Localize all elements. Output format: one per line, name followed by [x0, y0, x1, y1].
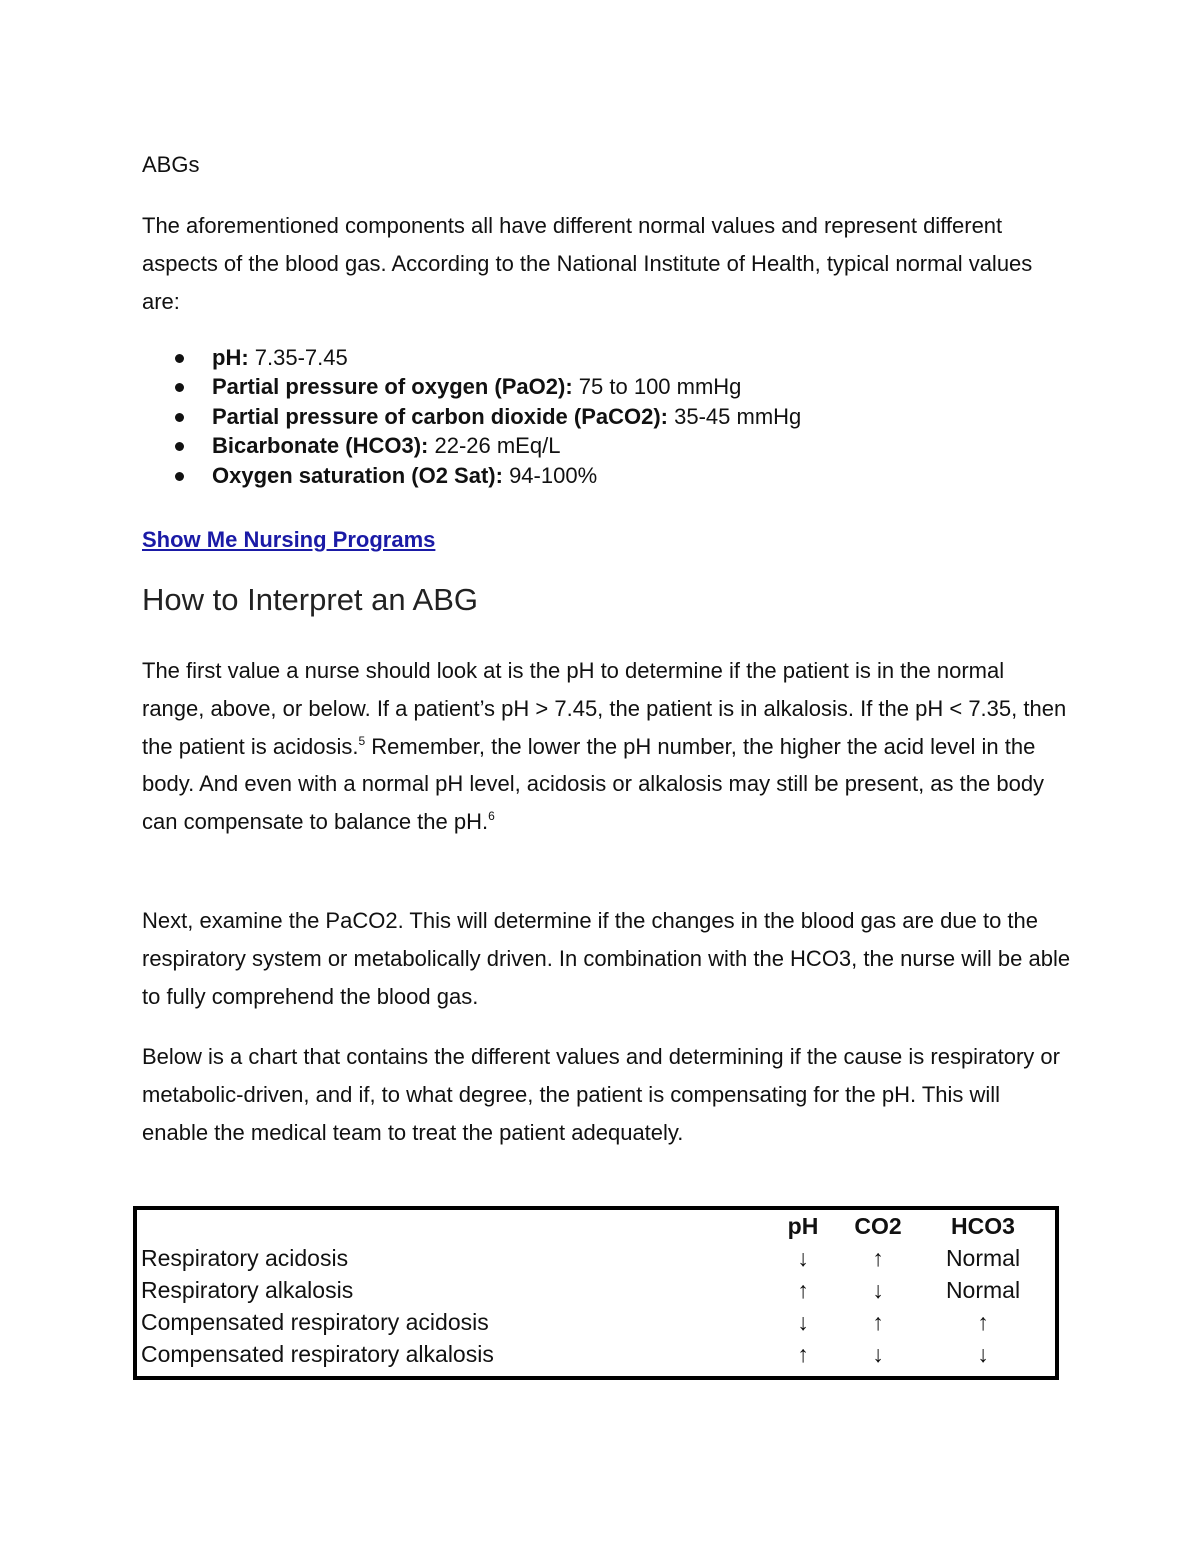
- value-name: Partial pressure of carbon dioxide (PaCO2):: [212, 403, 669, 429]
- value-name: Bicarbonate (HCO3):: [212, 433, 429, 459]
- value-range: 94-100%: [502, 462, 598, 488]
- reference-5: 5: [358, 733, 366, 748]
- table-row: [137, 1306, 1055, 1338]
- document-label: ABGs: [142, 152, 200, 177]
- ph-cell: ↓: [797, 1309, 809, 1335]
- ph-cell: ↑: [797, 1341, 809, 1367]
- abg-table-frame: [133, 1206, 1059, 1380]
- hco3-cell: Normal: [945, 1277, 1021, 1303]
- bullet-icon: [175, 472, 184, 481]
- bullet-icon: [175, 383, 184, 392]
- bullet-icon: [175, 413, 184, 422]
- table-row: [137, 1338, 1055, 1370]
- bullet-icon: [175, 442, 184, 451]
- list-item: [142, 431, 801, 460]
- intro-paragraph: The aforementioned components all have different normal values and represent different aspects of the blood gas. According to the National Institute of Health, typical normal values are:: [142, 213, 1033, 314]
- show-nursing-programs-link[interactable]: Show Me Nursing Programs: [142, 527, 436, 552]
- value-name: Partial pressure of oxygen (PaO2):: [212, 374, 573, 400]
- header-hco3: HCO3: [951, 1213, 1015, 1239]
- list-item: [142, 402, 801, 431]
- ph-paragraph-text-2: Remember, the lower the pH number, the higher the acid level in the body. And even with a normal pH level, acidosis or alkalosis may still be present, as the body can compensate to balance the pH.: [142, 733, 1045, 835]
- ph-paragraph-text-1: The first value a nurse should look at is the pH to determine if the patient is in the normal range, above, or below. If a patient’s pH > 7.45, the patient is in alkalosis. If the pH < 7.35, then the patient is acidosis.: [142, 658, 1067, 759]
- normal-values-list: [142, 343, 801, 490]
- condition-cell: Respiratory acidosis: [141, 1245, 349, 1271]
- header-blank: [137, 1210, 761, 1242]
- hco3-cell: Normal: [945, 1245, 1021, 1271]
- paco2-paragraph: Next, examine the PaCO2. This will determine if the changes in the blood gas are due to the respiratory system or metabolically driven. In combination with the HCO3, the nurse will be able to fully comprehend the blood gas.: [142, 908, 1071, 1009]
- abg-table: [137, 1210, 1055, 1370]
- bullet-icon: [175, 354, 184, 363]
- table-row: [137, 1274, 1055, 1306]
- value-name: pH:: [212, 345, 249, 370]
- co2-cell: ↑: [872, 1245, 884, 1271]
- ph-cell: ↑: [797, 1277, 809, 1303]
- list-item: [142, 461, 801, 490]
- ph-paragraph: [142, 652, 1072, 841]
- co2-cell: ↓: [872, 1341, 884, 1367]
- value-range: 22-26 mEq/L: [428, 433, 561, 459]
- condition-cell: Compensated respiratory acidosis: [141, 1309, 489, 1335]
- table-header-row: [137, 1210, 1055, 1242]
- header-co2: CO2: [854, 1213, 902, 1239]
- condition-cell: Respiratory alkalosis: [141, 1277, 354, 1303]
- list-item: [142, 372, 801, 401]
- reference-6: 6: [488, 809, 495, 824]
- value-name: Oxygen saturation (O2 Sat):: [212, 462, 503, 488]
- value-range: 7.35-7.45: [248, 345, 348, 370]
- value-range: 75 to 100 mmHg: [572, 374, 742, 400]
- list-item: [142, 343, 801, 372]
- header-ph: pH: [787, 1213, 819, 1239]
- table-row: [137, 1242, 1055, 1274]
- condition-cell: Compensated respiratory alkalosis: [141, 1341, 494, 1367]
- value-range: 35-45 mmHg: [668, 403, 802, 429]
- hco3-cell: ↓: [977, 1341, 989, 1367]
- section-heading: How to Interpret an ABG: [142, 582, 479, 617]
- chart-intro-paragraph: Below is a chart that contains the different values and determining if the cause is respiratory or metabolic-driven, and if, to what degree, the patient is compensating for the pH. This will enable the medical team to treat the patient adequately.: [142, 1044, 1060, 1145]
- co2-cell: ↑: [872, 1309, 884, 1335]
- hco3-cell: ↑: [977, 1309, 989, 1335]
- co2-cell: ↓: [872, 1277, 884, 1303]
- ph-cell: ↓: [797, 1245, 809, 1271]
